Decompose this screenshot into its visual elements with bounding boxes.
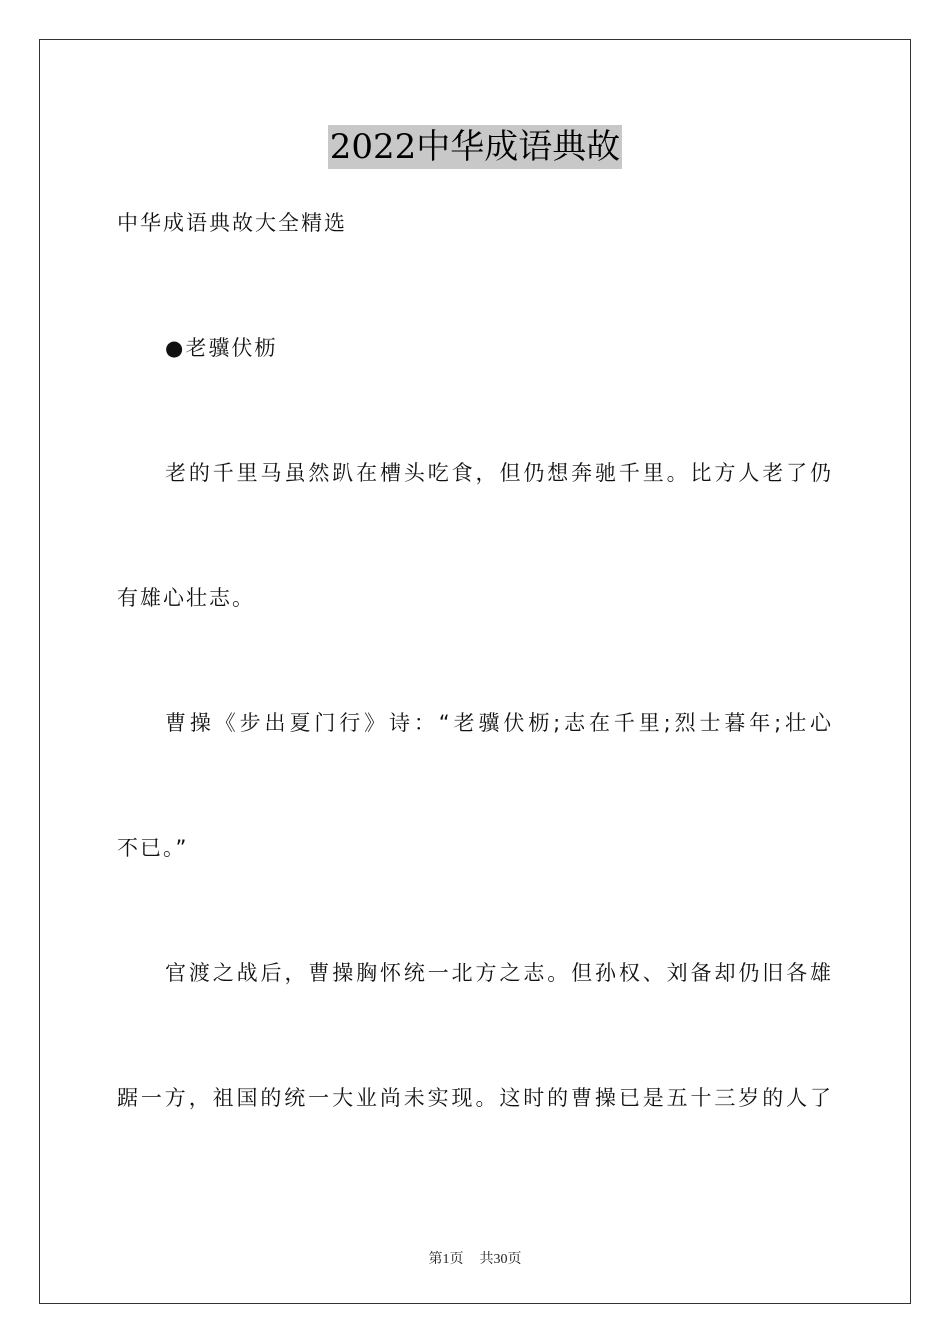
paragraph-1-line-2: 有雄心壮志。: [117, 586, 255, 610]
paragraph-3-line-1: 官渡之战后，曹操胸怀统一北方之志。但孙权、刘备却仍旧各雄: [165, 961, 833, 985]
document-title: 2022中华成语典故: [329, 127, 621, 167]
page-number: 第1页: [428, 1252, 464, 1267]
paragraph-3-line-2: 踞一方，祖国的统一大业尚未实现。这时的曹操已是五十三岁的人了: [117, 1086, 833, 1110]
section-heading: ●老骥伏枥: [165, 336, 278, 360]
paragraph-1-line-1: 老的千里马虽然趴在槽头吃食，但仍想奔驰千里。比方人老了仍: [165, 461, 833, 485]
paragraph-2-line-2: 不已。”: [117, 836, 189, 860]
document-subtitle: 中华成语典故大全精选: [117, 211, 347, 235]
title-container: [0, 125, 950, 169]
page-total: 共30页: [479, 1252, 522, 1267]
paragraph-2-line-1: 曹操《步出夏门行》诗：“老骥伏枥;志在千里;烈士暮年;壮心: [165, 711, 833, 735]
page-footer: [0, 1248, 950, 1268]
